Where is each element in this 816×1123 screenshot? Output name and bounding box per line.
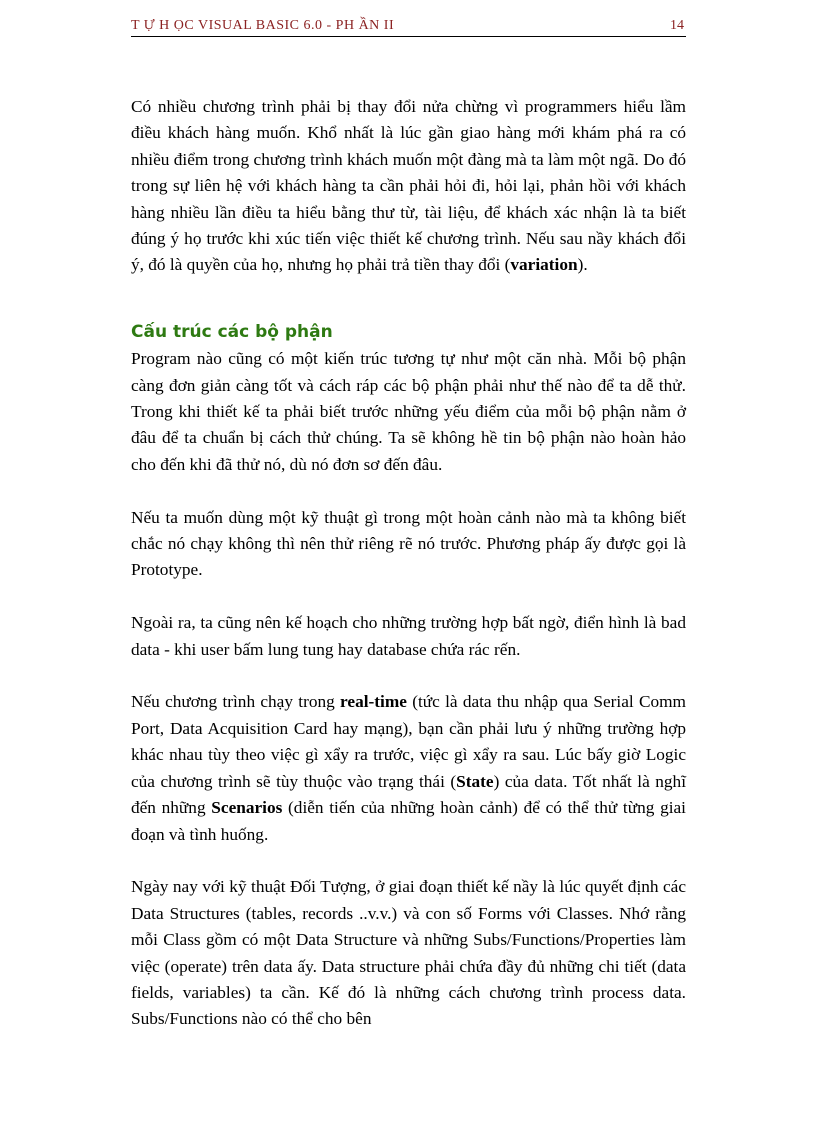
paragraph-2	[131, 346, 686, 478]
paragraph-6	[131, 874, 686, 1032]
page-header	[131, 16, 686, 37]
paragraph-1-text: Có nhiều chương trình phải bị thay đổi nửa chừng vì programmers hiểu lầm điều khách hàng muốn. Khổ nhất là lúc gần giao hàng mới khám phá ra có nhiều điểm trong chương trình khách muốn một đàng mà ta làm một ngã. Do đó trong sự liên hệ với khách hàng ta cần phải hỏi đi, hỏi lại, phản hồi với khách hàng nhiều lần điều ta hiểu bằng thư từ, tài liệu, để khách xác nhận là ta biết đúng ý họ trước khi xúc tiến việc thiết kế chương trình. Nếu sau nầy khách đổi ý, đó là quyền của họ, nhưng họ phải trả tiền thay đổi (	[131, 97, 686, 275]
paragraph-4	[131, 610, 686, 663]
spacer	[131, 305, 686, 319]
real-time-term: real-time	[340, 692, 407, 712]
paragraph-5-text-b: (tức là data thu nhập qua Serial Comm Port, Data Acquisition Card hay mạng), bạn cần phải lưu ý những trường hợp khác nhau tùy theo việc gì xẩy ra trước, việc gì xẩy ra sau. Lúc bấy giờ Logic của chương trình sẽ tùy thuộc vào trạng thái (	[131, 692, 686, 791]
paragraph-5	[131, 689, 686, 847]
paragraph-2-text: Program nào cũng có một kiến trúc tương tự như một căn nhà. Mỗi bộ phận càng đơn giản càng tốt và cách ráp các bộ phận phải như thế nào để ta dễ thử. Trong khi thiết kế ta phải biết trước những yếu điểm của mỗi bộ phận nằm ở đâu để ta chuẩn bị cách thử chúng. Ta sẽ không hề tin bộ phận nào hoàn hảo cho đến khi đã thử nó, dù nó đơn sơ đến đâu.	[131, 349, 686, 474]
paragraph-5-text-c: ) của data. Tốt nhất là nghĩ đến những	[131, 771, 686, 818]
paragraph-3	[131, 505, 686, 584]
paragraph-6-text: Ngày nay với kỹ thuật Đối Tượng, ở giai đoạn thiết kế nầy là lúc quyết định các Data Structures (tables, records ..v.v.) và con số Forms với Classes. Nhớ rằng mỗi Class gồm có một Data Structure và những Subs/Functions/Properties làm việc (operate) trên data ấy. Data structure phải chứa đầy đủ những chi tiết (data fields, variables) ta cần. Kế đó là những cách chương trình process data. Subs/Functions nào có thể cho bên	[131, 877, 686, 1029]
paragraph-5-text-d: (diễn tiến của những hoàn cảnh) để có thể thử từng giai đoạn và tình huống.	[131, 798, 686, 844]
page-number: 14	[670, 18, 684, 33]
paragraph-5-text-a: Nếu chương trình chạy trong	[131, 692, 341, 712]
body-text	[131, 94, 686, 1059]
section-heading: Cấu trúc các bộ phận	[131, 322, 333, 343]
paragraph-1	[131, 94, 686, 279]
scenarios-term: Scenarios	[211, 798, 283, 818]
variation-term: variation	[510, 255, 578, 275]
paragraph-3-text: Nếu ta muốn dùng một kỹ thuật gì trong một hoàn cảnh nào mà ta không biết chắc nó chạy không thì nên thử riêng rẽ nó trước. Phương pháp ấy được gọi là Prototype.	[131, 507, 686, 580]
state-term: State	[456, 771, 494, 791]
paragraph-4-text: Ngoài ra, ta cũng nên kế hoạch cho những trường hợp bất ngờ, điển hình là bad data - khi user bấm lung tung hay database chứa rác rến.	[131, 613, 686, 659]
header-title: T Ự H ỌC VISUAL BASIC 6.0 - PH ẦN II	[131, 18, 395, 33]
paragraph-1-end: ).	[577, 255, 588, 275]
